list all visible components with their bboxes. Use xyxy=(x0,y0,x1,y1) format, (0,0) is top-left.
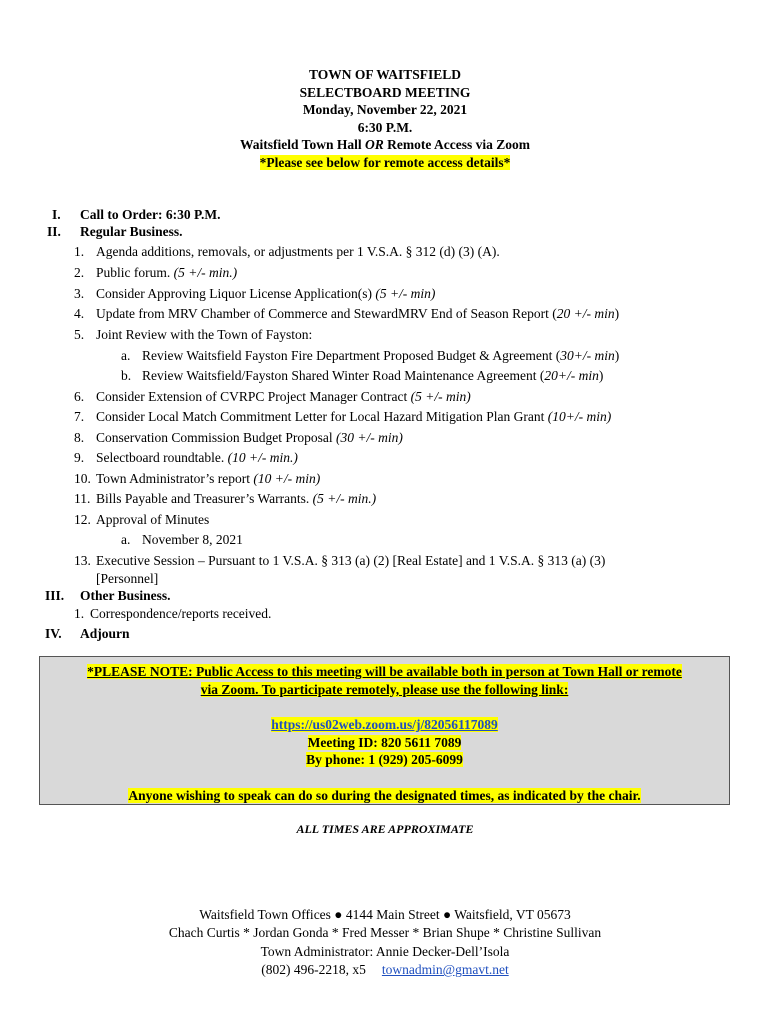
agenda-item-text: Public forum. xyxy=(96,265,174,280)
sub-item-text: November 8, 2021 xyxy=(142,532,243,547)
agenda-item-number: 5. xyxy=(74,327,85,342)
agenda-item-time: (5 +/- min) xyxy=(375,286,436,301)
agenda-item-text: Consider Extension of CVRPC Project Manager Contract xyxy=(96,389,411,404)
meeting-title: SELECTBOARD MEETING xyxy=(299,84,471,100)
agenda-item-number: 8. xyxy=(74,430,85,445)
location-text: Waitsfield Town Hall xyxy=(240,137,365,153)
agenda-item xyxy=(96,388,471,405)
agenda-item-text: Agenda additions, removals, or adjustments per 1 V.S.A. § 312 (d) (3) (A). xyxy=(96,244,500,259)
agenda-item-number: 6. xyxy=(74,389,85,404)
agenda-item-tail: ) xyxy=(614,306,620,321)
agenda-item xyxy=(96,408,611,425)
dial-in-phone: By phone: 1 (929) 205-6099 xyxy=(306,752,463,767)
agenda-item-text: Selectboard roundtable. xyxy=(96,450,228,465)
location-or: OR xyxy=(364,137,384,153)
agenda-item xyxy=(96,490,376,507)
agenda-item-number: 2. xyxy=(74,265,85,280)
agenda-item-time: 20 +/- min xyxy=(556,306,615,321)
agenda-item-number: 1. xyxy=(74,244,85,259)
agenda-item xyxy=(96,285,435,302)
section-title: Regular Business. xyxy=(80,224,183,239)
agenda-item-number: 7. xyxy=(74,409,85,424)
footer-email-link[interactable]: townadmin@gmavt.net xyxy=(381,962,509,978)
section-title: Call to Order: 6:30 P.M. xyxy=(80,207,221,222)
agenda-item-number: 1. xyxy=(74,606,85,621)
agenda-item-text: Consider Local Match Commitment Letter for Local Hazard Mitigation Plan Grant xyxy=(96,409,548,424)
zoom-link-line xyxy=(40,716,729,733)
approximate-times-note: ALL TIMES ARE APPROXIMATE xyxy=(296,822,474,836)
agenda-item xyxy=(96,305,619,322)
agenda-item-text: Executive Session – Pursuant to 1 V.S.A. § 313 (a) (2) [Real Estate] and 1 V.S.A. § 313 (a) (3) xyxy=(96,553,606,568)
agenda-item-text: Joint Review with the Town of Fayston: xyxy=(96,327,313,342)
agenda-item-text: Approval of Minutes xyxy=(96,512,210,527)
sub-item xyxy=(142,367,603,384)
sub-item-letter: a. xyxy=(121,348,131,363)
remote-access-notice xyxy=(39,656,730,805)
agenda-item-number: 13. xyxy=(74,553,91,568)
town-name: TOWN OF WAITSFIELD xyxy=(308,67,462,82)
agenda-item xyxy=(96,470,320,487)
agenda-item xyxy=(96,429,403,446)
notice-line xyxy=(40,681,729,698)
agenda-item-text: Update from MRV Chamber of Commerce and StewardMRV End of Season Report ( xyxy=(96,306,557,321)
agenda-item-text: Bills Payable and Treasurer’s Warrants. xyxy=(96,491,313,506)
section-number: IV. xyxy=(45,626,62,641)
agenda-item-text: Town Administrator’s report xyxy=(96,471,254,486)
sub-item-letter: b. xyxy=(121,368,132,383)
agenda-item-text: Consider Approving Liquor License Application(s) xyxy=(96,286,376,301)
zoom-link[interactable]: https://us02web.zoom.us/j/82056117089 xyxy=(271,717,498,732)
section-number: II. xyxy=(47,224,61,239)
agenda-item-time: (5 +/- min.) xyxy=(173,265,238,280)
remote-access-note xyxy=(0,154,770,172)
agenda-item-text: Conservation Commission Budget Proposal xyxy=(96,430,337,445)
agenda-item-number: 3. xyxy=(74,286,85,301)
agenda-item xyxy=(96,326,312,343)
agenda-item xyxy=(96,243,500,260)
sub-item-text: Review Waitsfield Fayston Fire Department Proposed Budget & Agreement ( xyxy=(142,348,561,363)
notice-line xyxy=(40,663,729,680)
meeting-id: Meeting ID: 820 5611 7089 xyxy=(307,735,462,750)
document-header xyxy=(0,66,770,172)
section-number: I. xyxy=(52,207,61,222)
sub-item-letter: a. xyxy=(121,532,131,547)
section-title: Other Business. xyxy=(80,588,171,603)
agenda-item xyxy=(96,264,237,281)
footer-phone: (802) 496-2218, x5 xyxy=(261,962,366,978)
document-footer xyxy=(0,906,770,980)
agenda-item-text-continued: [Personnel] xyxy=(96,571,159,586)
section-title: Adjourn xyxy=(80,626,130,641)
meeting-date: Monday, November 22, 2021 xyxy=(302,102,468,118)
speak-instructions: Anyone wishing to speak can do so during the designated times, as indicated by the chair. xyxy=(128,788,641,803)
sub-item xyxy=(142,347,619,364)
agenda-item-number: 10. xyxy=(74,471,91,486)
sub-item-text: Review Waitsfield/Fayston Shared Winter Road Maintenance Agreement ( xyxy=(142,368,545,383)
footer-address: Waitsfield Town Offices ● 4144 Main Street ● Waitsfield, VT 05673 xyxy=(199,907,571,922)
phone-line xyxy=(40,751,729,768)
section-number: III. xyxy=(45,588,65,603)
sub-item-time: 20+/- min xyxy=(544,368,599,383)
sub-item-tail: ) xyxy=(614,348,620,363)
agenda-item-time: (5 +/- min.) xyxy=(312,491,377,506)
agenda-item-number: 9. xyxy=(74,450,85,465)
location-remote: Remote Access via Zoom xyxy=(383,137,530,153)
notice-text: *PLEASE NOTE: Public Access to this meeting will be available both in person at Town Hall or remote xyxy=(87,664,682,679)
agenda-item xyxy=(96,511,209,528)
footer-contact xyxy=(0,961,770,979)
agenda-item-time: (10 +/- min.) xyxy=(227,450,298,465)
remote-access-note-text: *Please see below for remote access details* xyxy=(259,154,511,170)
agenda-item-time: (10+/- min) xyxy=(547,409,612,424)
agenda-item-time: (10 +/- min) xyxy=(253,471,321,486)
sub-item-tail: ) xyxy=(598,368,604,383)
agenda-item xyxy=(96,449,298,466)
speak-line xyxy=(40,787,729,804)
footer-board-members: Chach Curtis * Jordan Gonda * Fred Messer * Brian Shupe * Christine Sullivan xyxy=(168,925,602,941)
agenda-item-time: (5 +/- min) xyxy=(410,389,471,404)
agenda-item-number: 4. xyxy=(74,306,85,321)
footer-administrator: Town Administrator: Annie Decker-Dell’Isola xyxy=(260,943,510,959)
agenda-item-time: (30 +/- min) xyxy=(336,430,403,445)
meeting-location xyxy=(0,136,770,154)
meeting-time: 6:30 P.M. xyxy=(357,119,413,135)
meeting-id-line xyxy=(40,734,729,751)
agenda-item-text: Correspondence/reports received. xyxy=(90,606,272,621)
agenda-item-number: 12. xyxy=(74,512,91,527)
sub-item-time: 30+/- min xyxy=(560,348,615,363)
agenda-item-number: 11. xyxy=(74,491,91,506)
notice-text: via Zoom. To participate remotely, please use the following link: xyxy=(200,682,569,697)
